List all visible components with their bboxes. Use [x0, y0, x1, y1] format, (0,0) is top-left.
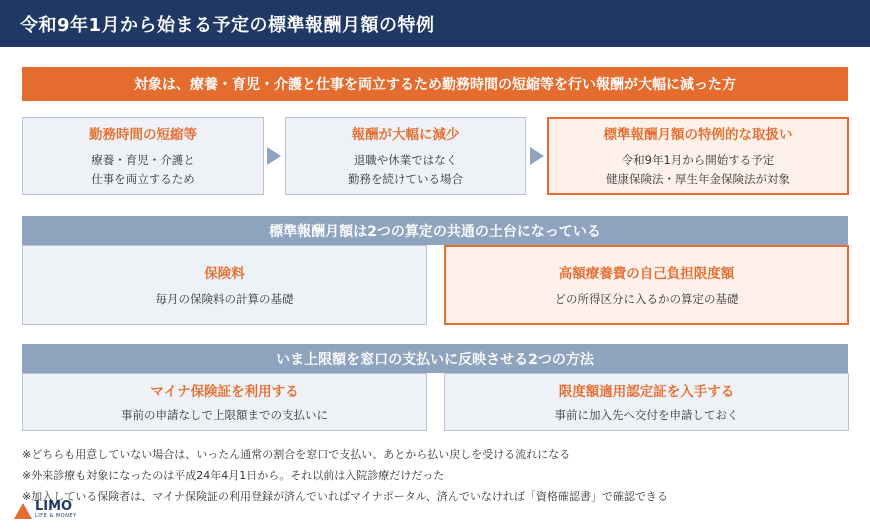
footnotes — [22, 444, 668, 507]
page-header — [0, 0, 870, 47]
flow-box-title: 標準報酬月額の特例的な取扱い — [603, 127, 793, 143]
flow-box-title: 報酬が大幅に減少 — [351, 127, 460, 143]
limo-logo-mark-icon — [14, 503, 32, 519]
arrow-right-icon — [267, 147, 281, 165]
basis-box-text: 毎月の保険料の計算の基礎 — [155, 291, 294, 306]
method-box-title: マイナ保険証を利用する — [150, 383, 299, 400]
target-banner — [22, 67, 848, 101]
flow-box-line: 退職や休業ではなく — [353, 153, 458, 167]
basis-box-title: 保険料 — [204, 265, 245, 282]
basis-box-high-cost — [444, 245, 849, 325]
methods-heading: いま上限額を窓口の支払いに反映させる2つの方法 — [276, 351, 594, 368]
basis-heading: 標準報酬月額は2つの算定の共通の土台になっている — [269, 223, 601, 240]
page-title: 令和9年1月から始まる予定の標準報酬月額の特例 — [20, 14, 435, 36]
footnote: ※どちらも用意していない場合は、いったん通常の割合を窓口で支払い、あとから払い戻しを受ける流れになる — [22, 448, 571, 461]
flow-box-line: 健康保険法・厚生年金保険法が対象 — [606, 172, 790, 186]
limo-logo — [14, 500, 77, 519]
flow-box-line: 仕事を両立するため — [91, 172, 195, 186]
method-box-mynumber — [22, 373, 427, 431]
logo-tagline: LIFE & MONEY — [35, 513, 77, 519]
footnote: ※外来診療も対象になったのは平成24年4月1日から。それ以前は入院診療だけだった — [22, 469, 445, 482]
method-box-text: 事前に加入先へ交付を申請しておく — [554, 407, 739, 422]
basis-box-title: 高額療養費の自己負担限度額 — [558, 265, 735, 282]
basis-box-text: どの所得区分に入るかの算定の基礎 — [554, 291, 739, 306]
flow-box-line: 令和9年1月から開始する予定 — [621, 153, 775, 167]
method-box-certificate — [444, 373, 849, 431]
flow-box-title: 勤務時間の短縮等 — [89, 127, 197, 143]
methods-heading-bar — [22, 344, 848, 373]
flow-box-reduced-hours — [22, 117, 264, 195]
method-box-title: 限度額適用認定証を入手する — [558, 383, 735, 400]
method-box-text: 事前の申請なしで上限額までの支払いに — [121, 407, 328, 422]
flow-box-line: 勤務を続けている場合 — [348, 172, 463, 186]
basis-box-premium — [22, 245, 427, 325]
flow-box-pay-decrease — [285, 117, 526, 195]
flow-box-special-treatment — [547, 117, 849, 195]
footnote: ※加入している保険者は、マイナ保険証の利用登録が済んでいればマイナポータル、済んでいなければ「資格確認書」で確認できる — [22, 490, 668, 503]
flow-box-line: 療養・育児・介護と — [91, 153, 195, 167]
basis-heading-bar — [22, 216, 848, 245]
target-text: 対象は、療養・育児・介護と仕事を両立するため勤務時間の短縮等を行い報酬が大幅に減った方 — [134, 77, 736, 93]
arrow-right-icon — [530, 147, 544, 165]
logo-name: LIMO — [35, 499, 73, 514]
